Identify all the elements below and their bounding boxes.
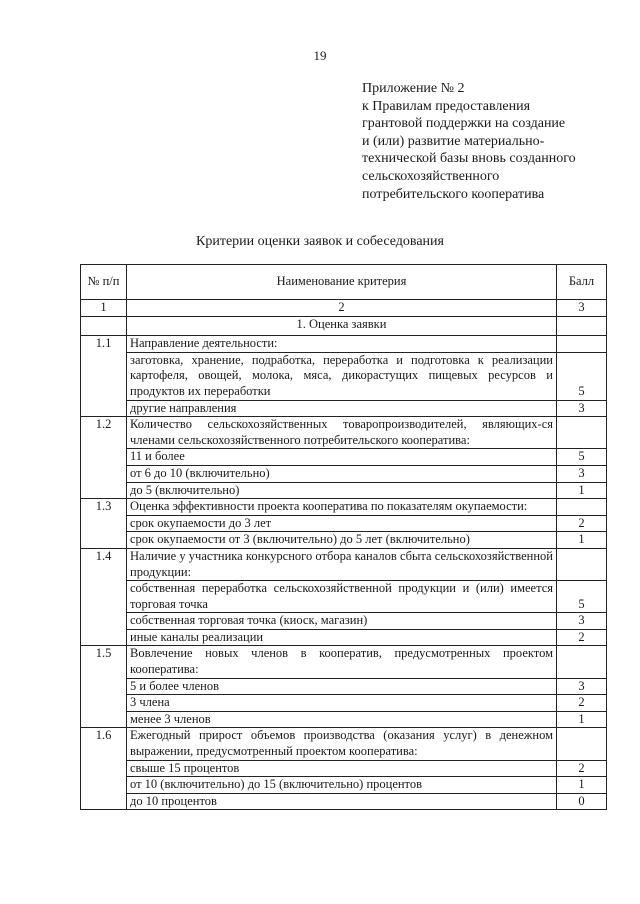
appendix-line: Приложение № 2: [362, 81, 465, 96]
criterion-number: 1.2: [81, 417, 127, 499]
option-score: 2: [557, 760, 607, 777]
criteria-table: [80, 264, 607, 810]
option-text: от 10 (включительно) до 15 (включительно) процентов: [127, 777, 557, 794]
option-score: 1: [557, 482, 607, 499]
criterion-score-empty: [557, 548, 607, 580]
criterion-title: Вовлечение новых членов в кооператив, предусмотренных проектом кооператива:: [127, 646, 557, 678]
option-row: [81, 678, 607, 695]
criterion-number: 1.1: [81, 336, 127, 417]
criterion-number: 1.5: [81, 646, 127, 728]
col-number: 1: [81, 300, 127, 317]
option-text: собственная переработка сельскохозяйственной продукции и (или) имеется торговая точка: [127, 581, 557, 613]
option-score: 0: [557, 793, 607, 810]
document-title: Критерии оценки заявок и собеседования: [196, 234, 444, 249]
option-row: [81, 613, 607, 630]
section-empty-cell: [557, 316, 607, 336]
option-text: собственная торговая точка (киоск, магазин): [127, 613, 557, 630]
appendix-line: к Правилам предоставления: [362, 98, 531, 114]
header-name: Наименование критерия: [127, 265, 557, 300]
option-row: [81, 352, 607, 400]
option-text: до 5 (включительно): [127, 482, 557, 499]
option-score: 5: [557, 352, 607, 400]
option-score: 2: [557, 629, 607, 646]
option-row: [81, 629, 607, 646]
option-row: [81, 793, 607, 810]
option-text: 5 и более членов: [127, 678, 557, 695]
option-row: [81, 400, 607, 417]
appendix-line: технической базы вновь созданного: [362, 151, 576, 167]
option-row: [81, 695, 607, 712]
option-text: 11 и более: [127, 449, 557, 466]
criterion-title: Оценка эффективности проекта кооператива по показателям окупаемости:: [127, 499, 557, 516]
criterion-number: 1.3: [81, 499, 127, 549]
option-row: [81, 581, 607, 613]
option-row: [81, 777, 607, 794]
criterion-title-row: [81, 728, 607, 760]
option-text: иные каналы реализации: [127, 629, 557, 646]
option-score: 2: [557, 515, 607, 532]
criterion-score-empty: [557, 728, 607, 760]
option-row: [81, 711, 607, 728]
section-title: 1. Оценка заявки: [127, 316, 557, 336]
criterion-title-row: [81, 646, 607, 678]
option-row: [81, 465, 607, 482]
option-score: 1: [557, 532, 607, 549]
option-score: 2: [557, 695, 607, 712]
col-number: 2: [127, 300, 557, 317]
option-row: [81, 760, 607, 777]
criterion-number: 1.6: [81, 728, 127, 810]
appendix-line: потребительского кооператива: [362, 186, 545, 202]
option-score: 3: [557, 400, 607, 417]
criterion-title: Наличие у участника конкурсного отбора каналов сбыта сельскохозяйственной продукции:: [127, 548, 557, 580]
section-row: [81, 316, 607, 336]
option-score: 3: [557, 613, 607, 630]
criterion-title: Количество сельскохозяйственных товаропроизводителей, являющих-ся членами сельскохозяйственного потребительского кооператива:: [127, 417, 557, 449]
option-score: 1: [557, 777, 607, 794]
option-row: [81, 482, 607, 499]
col-number: 3: [557, 300, 607, 317]
option-text: 3 члена: [127, 695, 557, 712]
criterion-title-row: [81, 417, 607, 449]
criterion-title: Ежегодный прирост объемов производства (оказания услуг) в денежном выражении, предусмотренный проектом кооператива:: [127, 728, 557, 760]
table-header-row: [81, 265, 607, 300]
option-row: [81, 532, 607, 549]
appendix-line: сельскохозяйственного: [362, 168, 500, 184]
option-score: 5: [557, 449, 607, 466]
column-numbers-row: [81, 300, 607, 317]
option-text: заготовка, хранение, подработка, переработка и подготовка к реализации картофеля, овощей, молока, мяса, дикорастущих пищевых ресурсов и продуктов их переработки: [127, 352, 557, 400]
option-text: менее 3 членов: [127, 711, 557, 728]
criterion-title-row: [81, 499, 607, 516]
criterion-number: 1.4: [81, 548, 127, 646]
criterion-score-empty: [557, 499, 607, 516]
criterion-score-empty: [557, 336, 607, 353]
option-text: до 10 процентов: [127, 793, 557, 810]
option-score: 1: [557, 711, 607, 728]
option-score: 5: [557, 581, 607, 613]
option-text: свыше 15 процентов: [127, 760, 557, 777]
option-text: срок окупаемости до 3 лет: [127, 515, 557, 532]
criterion-title-row: [81, 548, 607, 580]
appendix-note: [362, 80, 622, 203]
header-num: № п/п: [81, 265, 127, 300]
criterion-score-empty: [557, 646, 607, 678]
criterion-score-empty: [557, 417, 607, 449]
criterion-title: Направление деятельности:: [127, 336, 557, 353]
option-score: 3: [557, 678, 607, 695]
appendix-line: и (или) развитие материально-: [362, 133, 545, 149]
appendix-line: грантовой поддержки на создание: [362, 116, 566, 132]
criterion-title-row: [81, 336, 607, 353]
option-text: другие направления: [127, 400, 557, 417]
option-row: [81, 449, 607, 466]
option-text: срок окупаемости от 3 (включительно) до 5 лет (включительно): [127, 532, 557, 549]
page-number: 19: [313, 48, 327, 63]
header-score: Балл: [557, 265, 607, 300]
option-text: от 6 до 10 (включительно): [127, 465, 557, 482]
option-row: [81, 515, 607, 532]
option-score: 3: [557, 465, 607, 482]
section-empty-cell: [81, 316, 127, 336]
